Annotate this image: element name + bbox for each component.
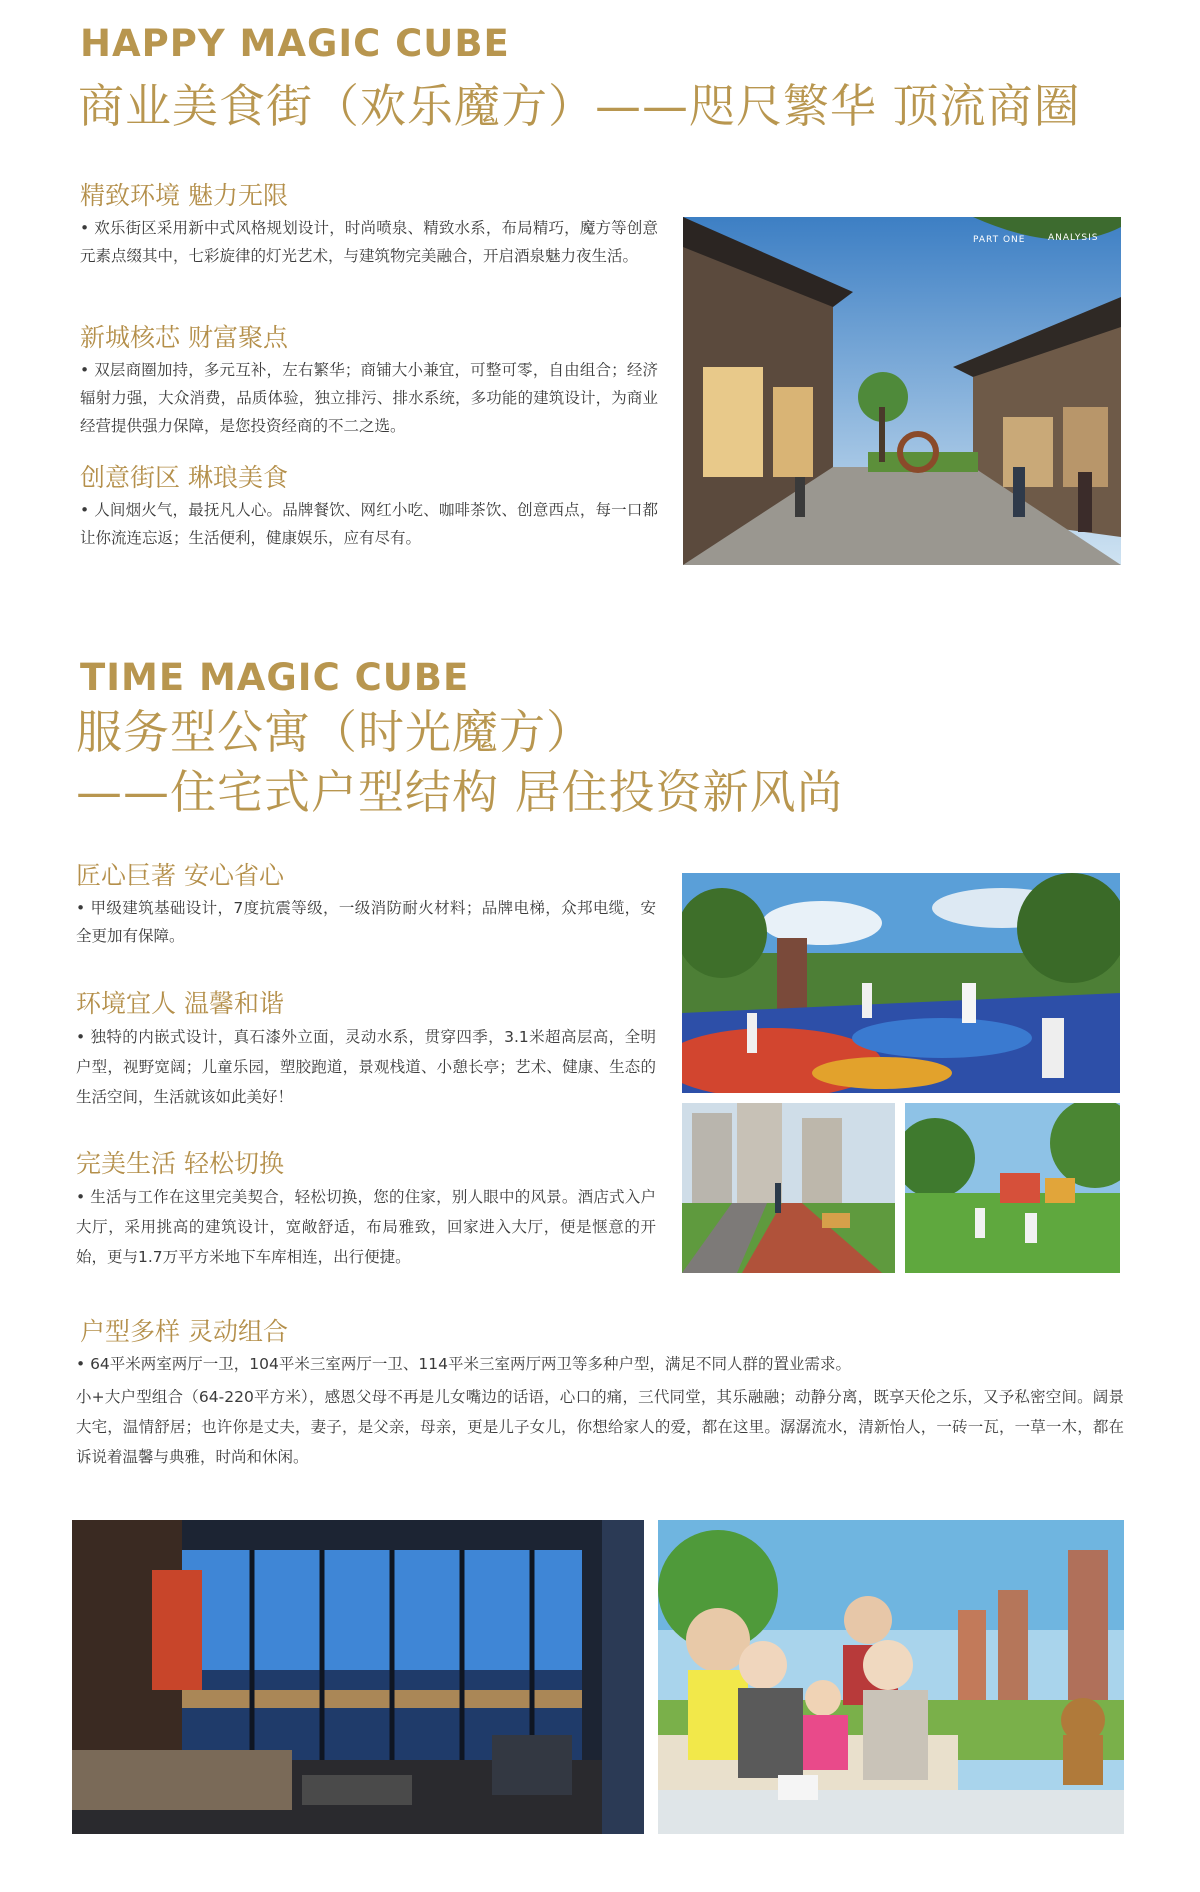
section2-cn-title-line2: ——住宅式户型结构 居住投资新风尚: [76, 765, 844, 819]
section1-heading-3: 创意街区 琳琅美食: [80, 463, 288, 492]
section1-en-title: HAPPY MAGIC CUBE: [80, 22, 510, 65]
section2-heading-2: 环境宜人 温馨和谐: [76, 989, 284, 1018]
section2-en-title: TIME MAGIC CUBE: [80, 656, 470, 699]
section2-text-4-line1: • 64平米两室两厅一卫，104平米三室两厅一卫、114平米三室两厅两卫等多种户型，满足不同人群的置业需求。: [76, 1355, 851, 1373]
playground-image: [682, 873, 1120, 1093]
section2-heading-1: 匠心巨著 安心省心: [76, 861, 284, 890]
commercial-street-image: [683, 217, 1121, 565]
section1-cn-title: 商业美食街（欢乐魔方）——咫尺繁华 顶流商圈: [78, 79, 1081, 133]
section2-heading-4: 户型多样 灵动组合: [80, 1317, 288, 1346]
family-image: [658, 1520, 1124, 1834]
section1-heading-1: 精致环境 魅力无限: [80, 181, 288, 210]
image-tag-part-one: PART ONE: [973, 235, 1026, 245]
section2-text-1: • 甲级建筑基础设计，7度抗震等级，一级消防耐火材料；品牌电梯，众邦电缆，安全更加有保障。: [76, 899, 656, 945]
garden-image: [905, 1103, 1120, 1273]
section2-text-3: • 生活与工作在这里完美契合，轻松切换，您的住家，别人眼中的风景。酒店式入户大厅，采用挑高的建筑设计，宽敞舒适，布局雅致，回家进入大厅，便是惬意的开始，更与1.7万平方米地下车库相连，出行便捷。: [76, 1188, 656, 1266]
section2-text-2: • 独特的内嵌式设计，真石漆外立面，灵动水系，贯穿四季，3.1米超高层高，全明户型，视野宽阔；儿童乐园，塑胶跑道，景观栈道、小憩长亭；艺术、健康、生态的生活空间，生活就该如此美好！: [76, 1028, 656, 1106]
section1-text-2: • 双层商圈加持，多元互补，左右繁华；商铺大小兼宜，可整可零，自由组合；经济辐射力强，大众消费，品质体验，独立排污、排水系统，多功能的建筑设计，为商业经营提供强力保障，是您投资经商的不二之选。: [80, 361, 658, 435]
section1-heading-2: 新城核芯 财富聚点: [80, 323, 288, 352]
section2-heading-3: 完美生活 轻松切换: [76, 1149, 284, 1178]
section2-text-4-line2: 小+大户型组合（64-220平方米），感恩父母不再是儿女嘴边的话语，心口的痛，三代同堂，其乐融融；动静分离，既享天伦之乐，又予私密空间。阔景大宅，温情舒居；也许你是丈夫，妻子，是父亲，母亲，更是儿子女儿，你想给家人的爱，都在这里。潺潺流水，清新怡人，一砖一瓦，一草一木，都在诉说着温馨与典雅，时尚和休闲。: [76, 1388, 1124, 1466]
image-tag-analysis: ANALYSIS: [1048, 233, 1099, 243]
running-track-image: [682, 1103, 895, 1273]
section1-text-1: • 欢乐街区采用新中式风格规划设计，时尚喷泉、精致水系，布局精巧，魔方等创意元素点缀其中，七彩旋律的灯光艺术，与建筑物完美融合，开启酒泉魅力夜生活。: [80, 219, 658, 265]
section1-text-3: • 人间烟火气，最抚凡人心。品牌餐饮、网红小吃、咖啡茶饮、创意西点，每一口都让你流连忘返；生活便利，健康娱乐，应有尽有。: [80, 501, 658, 547]
living-room-image: [72, 1520, 644, 1834]
section2-cn-title-line1: 服务型公寓（时光魔方）: [76, 705, 593, 759]
